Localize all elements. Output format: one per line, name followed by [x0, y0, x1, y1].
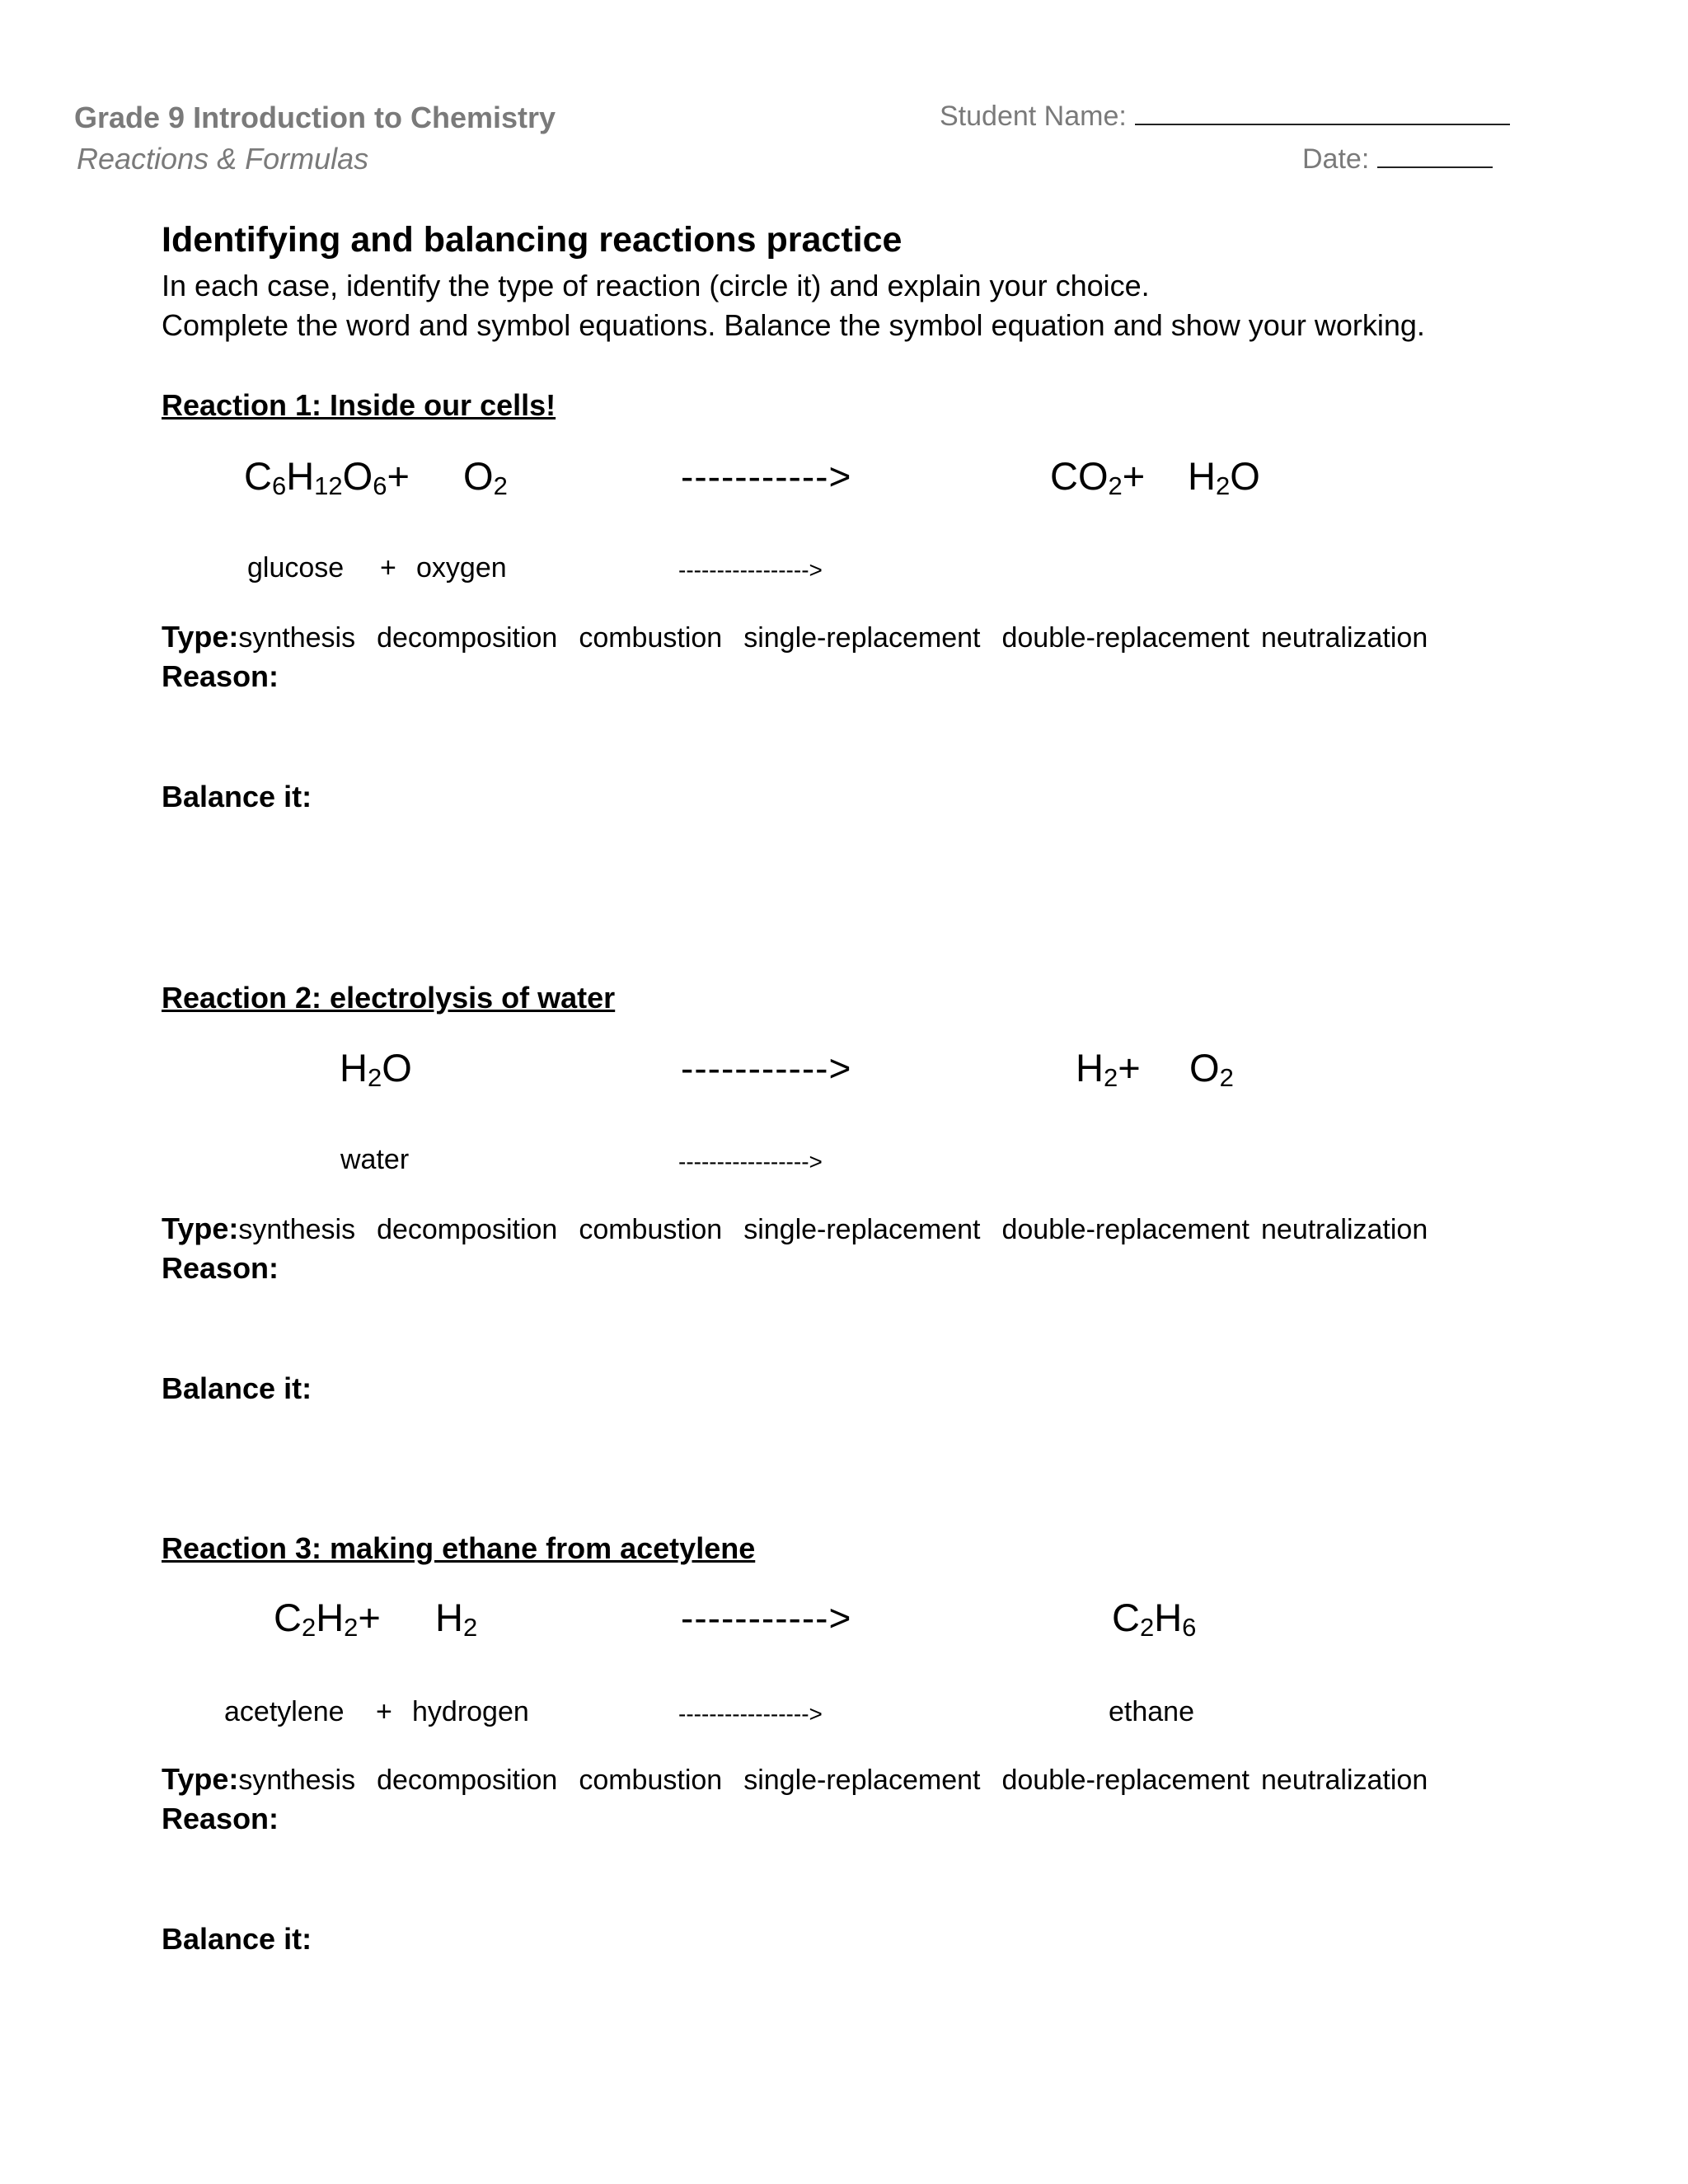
- r2-product-1-formula: $H_2+$: [1076, 1046, 1141, 1092]
- r3-word-arrow: ----------------->: [678, 1701, 823, 1727]
- r3-reactant-2-formula: $H_2$: [435, 1596, 478, 1642]
- r3-product-1-formula: $C_2H_6$: [1112, 1596, 1197, 1642]
- reaction-2-heading: Reaction 2: electrolysis of water: [162, 981, 616, 1015]
- r1-type-row: [162, 620, 1449, 654]
- r1-reason-label: Reason:: [162, 659, 279, 693]
- r3-balance-label: Balance it:: [162, 1922, 312, 1956]
- r2-reactant-word-1: water: [340, 1144, 410, 1175]
- student-name-field[interactable]: [940, 101, 1510, 133]
- date-line[interactable]: [1377, 166, 1493, 168]
- type-option-combustion[interactable]: combustion: [579, 1214, 723, 1245]
- r2-type-row: [162, 1212, 1449, 1246]
- reaction-3-heading: Reaction 3: making ethane from acetylene: [162, 1531, 756, 1565]
- r1-word-plus: +: [380, 552, 396, 583]
- type-label: Type:: [162, 1762, 239, 1796]
- r1-symbol-arrow: ----------->: [681, 455, 852, 498]
- type-option-single-replacement[interactable]: single-replacement: [743, 1765, 981, 1796]
- plus-sign: +: [387, 454, 410, 498]
- type-option-double-replacement[interactable]: double-replacement: [1001, 1765, 1250, 1796]
- instruction-2: Complete the word and symbol equations. Balance the symbol equation and show your working.: [162, 308, 1425, 342]
- r3-reactant-word-2: hydrogen: [412, 1696, 529, 1727]
- type-option-synthesis[interactable]: synthesis: [238, 1214, 356, 1245]
- r3-type-row: [162, 1762, 1449, 1797]
- r3-word-plus: +: [376, 1696, 392, 1727]
- type-label: Type:: [162, 620, 239, 654]
- student-name-label: Student Name:: [940, 101, 1127, 132]
- type-option-decomposition[interactable]: decomposition: [377, 1214, 558, 1245]
- r1-reactant-word-2: oxygen: [416, 552, 507, 583]
- plus-sign: +: [1118, 1046, 1141, 1090]
- r2-word-arrow: ----------------->: [678, 1149, 823, 1174]
- type-option-decomposition[interactable]: decomposition: [377, 1765, 558, 1796]
- type-option-neutralization[interactable]: neutralization: [1261, 622, 1428, 654]
- type-option-synthesis[interactable]: synthesis: [238, 622, 356, 654]
- worksheet-subtitle: Reactions & Formulas: [77, 142, 369, 176]
- plus-sign: +: [1122, 454, 1146, 498]
- r2-product-2-formula: $O_2$: [1189, 1046, 1234, 1092]
- type-option-synthesis[interactable]: synthesis: [238, 1765, 356, 1796]
- type-option-neutralization[interactable]: neutralization: [1261, 1765, 1428, 1796]
- r1-balance-label: Balance it:: [162, 780, 312, 813]
- r3-reactant-1-formula: $C_2H_2+$: [274, 1596, 381, 1642]
- r2-balance-label: Balance it:: [162, 1371, 312, 1405]
- date-label: Date:: [1302, 143, 1370, 175]
- course-title: Grade 9 Introduction to Chemistry: [74, 101, 556, 134]
- type-option-combustion[interactable]: combustion: [579, 622, 723, 654]
- r1-reactant-1-formula: $C_6H_{12}O_6+$: [244, 454, 410, 500]
- instruction-1: In each case, identify the type of reaction (circle it) and explain your choice.: [162, 269, 1150, 302]
- type-option-double-replacement[interactable]: double-replacement: [1001, 622, 1250, 654]
- r2-reason-label: Reason:: [162, 1251, 279, 1285]
- student-name-line[interactable]: [1135, 123, 1510, 125]
- plus-sign: +: [358, 1596, 381, 1639]
- r1-product-2-formula: $H_2O$: [1188, 454, 1260, 500]
- r1-reactant-word-1: glucose: [247, 552, 345, 583]
- reaction-1-heading: Reaction 1: Inside our cells!: [162, 388, 556, 422]
- r3-product-word-1: ethane: [1109, 1696, 1194, 1727]
- r3-reactant-word-1: acetylene: [224, 1696, 345, 1727]
- type-option-single-replacement[interactable]: single-replacement: [743, 1214, 981, 1245]
- r1-product-1-formula: $CO_2+$: [1050, 454, 1146, 500]
- r3-reason-label: Reason:: [162, 1802, 279, 1835]
- r2-symbol-arrow: ----------->: [681, 1047, 852, 1090]
- type-option-combustion[interactable]: combustion: [579, 1765, 723, 1796]
- type-option-decomposition[interactable]: decomposition: [377, 622, 558, 654]
- r1-word-arrow: ----------------->: [678, 557, 823, 583]
- r2-reactant-1-formula: $H_2O$: [340, 1046, 412, 1092]
- page-title: Identifying and balancing reactions practice: [162, 220, 903, 260]
- r3-symbol-arrow: ----------->: [681, 1596, 852, 1639]
- r1-reactant-2-formula: $O_2$: [463, 454, 508, 500]
- type-option-single-replacement[interactable]: single-replacement: [743, 622, 981, 654]
- date-field[interactable]: [1302, 143, 1493, 176]
- type-option-neutralization[interactable]: neutralization: [1261, 1214, 1428, 1245]
- type-label: Type:: [162, 1212, 239, 1245]
- type-option-double-replacement[interactable]: double-replacement: [1001, 1214, 1250, 1245]
